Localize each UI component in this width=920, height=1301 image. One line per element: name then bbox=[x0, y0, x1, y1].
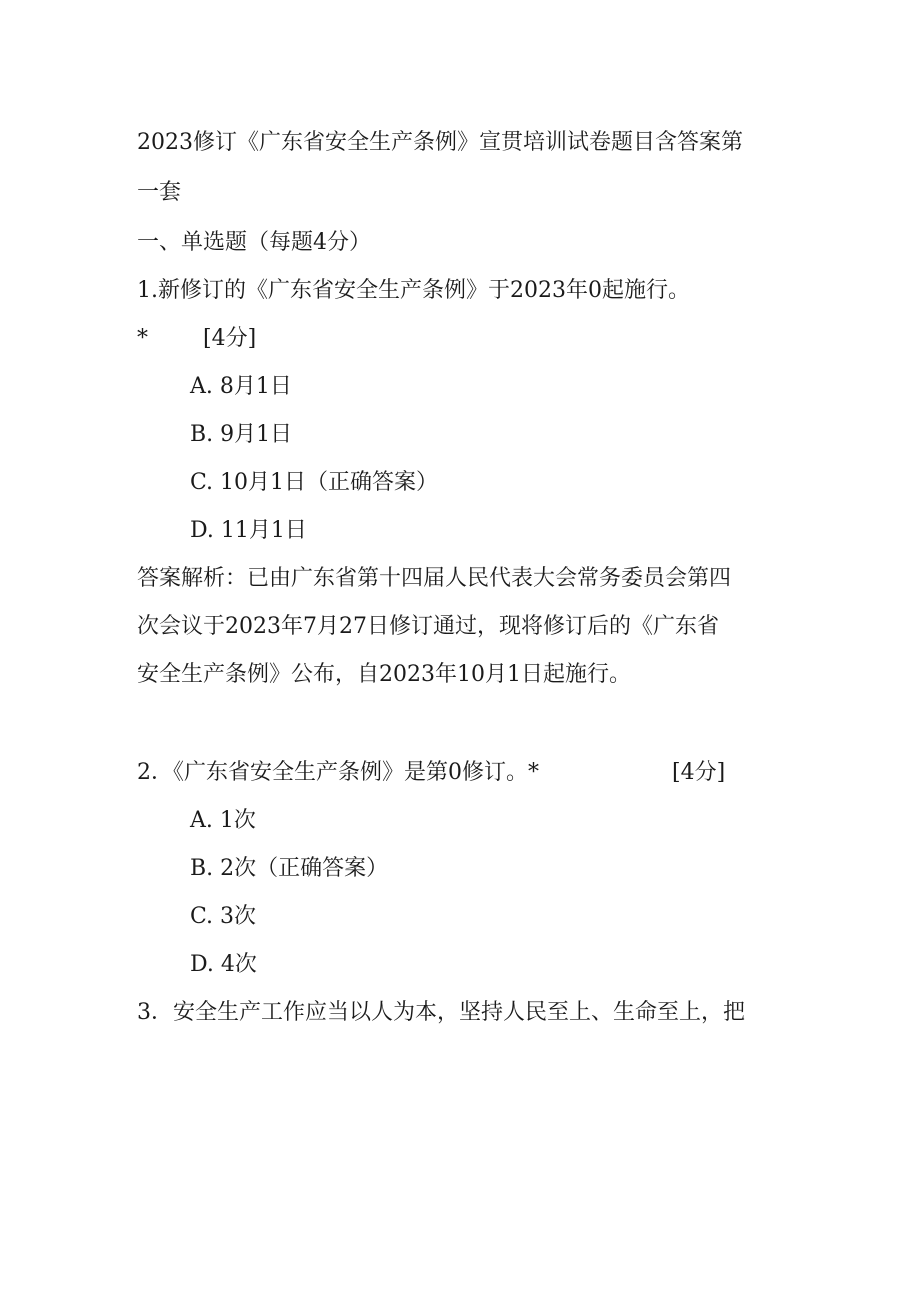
question-1-score: [4分] bbox=[203, 326, 257, 351]
question-2-option-b: B. 2次（正确答案） bbox=[190, 856, 389, 881]
question-1-explanation-line-3: 安全生产条例》公布，自2023年10月1日起施行。 bbox=[137, 662, 631, 687]
question-1-required-mark: * bbox=[137, 326, 148, 351]
doc-title-line-2: 一套 bbox=[137, 180, 182, 205]
question-2-option-a: A. 1次 bbox=[190, 808, 256, 833]
question-1-option-a: A. 8月1日 bbox=[190, 374, 292, 399]
question-2-option-c: C. 3次 bbox=[190, 904, 257, 929]
question-1-option-d: D. 11月1日 bbox=[190, 518, 307, 543]
question-1-option-b: B. 9月1日 bbox=[190, 422, 293, 447]
section-heading: 一、单选题（每题4分） bbox=[137, 230, 371, 255]
question-1-explanation-line-2: 次会议于2023年7月27日修订通过，现将修订后的《广东省 bbox=[137, 614, 719, 639]
question-2-option-d: D. 4次 bbox=[190, 952, 257, 977]
question-1-option-c: C. 10月1日（正确答案） bbox=[190, 470, 439, 495]
question-1-stem: 1.新修订的《广东省安全生产条例》于2023年0起施行。 bbox=[137, 278, 690, 303]
doc-title-line-1: 2023修订《广东省安全生产条例》宣贯培训试卷题目含答案第 bbox=[137, 130, 743, 155]
question-2-score: [4分] bbox=[672, 760, 726, 785]
question-3-stem: 3．安全生产工作应当以人为本，坚持人民至上、生命至上，把 bbox=[137, 1000, 745, 1025]
question-2-stem: 2．《广东省安全生产条例》是第0修订。* bbox=[137, 760, 539, 785]
question-1-explanation-line-1: 答案解析：已由广东省第十四届人民代表大会常务委员会第四 bbox=[137, 566, 732, 591]
